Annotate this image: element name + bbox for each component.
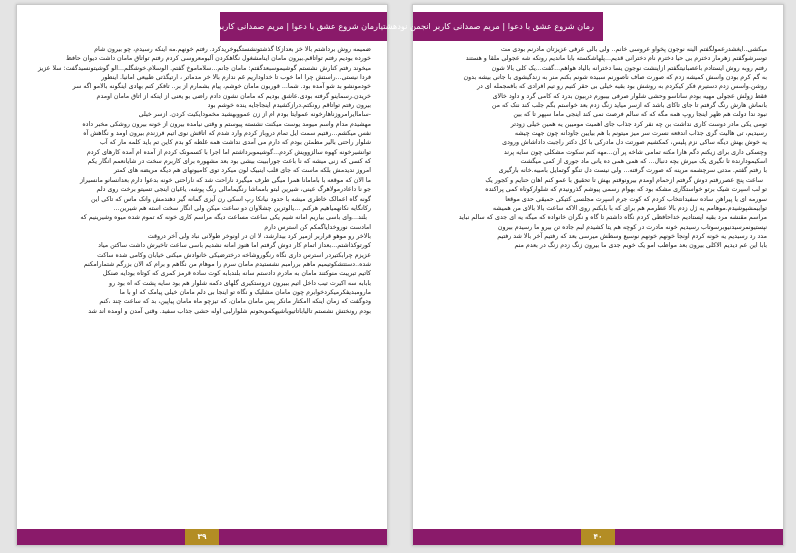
- body-text: [33, 45, 371, 513]
- body-text: [429, 45, 767, 513]
- page-header: [378, 12, 603, 41]
- bullet-paragraph: ساعت پنج عصررفتم دوش گرفتم ازحمام اومدم بیرونوقتم بهش تا تحقیق با عمو کنم اهان حنایم و کجور یک تو لب اسپرت شیک برتو خواستگاری مشکه بود که بهوام رسمی پیوشم گذرونیدم که شلوارکوتاه کمی پراکنده سورمه ای یا پیراهن ساده سفیدانتخاب کردم که کوت جرم اسپرت مجلسی کتیکی حمیقی حدی موقعا توابیمشپوشیدم.موهامم یه ژل زدم بالا عطرمم هم برای که با بایکنم روی الاکه ساعت بالا بالای من همیشه مراسم مقنشه مرد بقیه ایستادیم خداحافظی کردم نگاه داشتم تا گاه و نگران خانواده که میگه یه ای جدی که سالم نباید نپستیونمرسیدنیوبرسوتاب رسیدیم خونه مادرت در کوچه هم یتا کشیدم لبم جاده تن بیرو ما رسیدم بیرون مدد رد رسیدیم یه خونه کردم اونجا خونهم خونهم نوسیع وسطش میرسی بعد که رفتیم آخر بالا شد رفتیم بابا این عم دیدیم الاکلی بیرون بعد مواظب امو یک خوبم جدی ما بیرون زنگ زدم زنگ در بعدم منم: [458, 176, 767, 250]
- page-right: [378, 4, 784, 546]
- paragraph: میکشی..ایغشدرعمولگفتم الینه نوجون پخواو عروسی خانم.. ولی بالی عرفی عزیزتان مادرنم بودی مت توسرشوگفتم زهرمار دخترم بی حیا دخترم نام دخترانی قدیم...پلهاشکسته بابا ماندیم رونکه شه عجولی ملقا و هستند رفتم روبه روش ایستادم باعصبانیتگفتم ازاینشت نوجون یسا دخترانه بالیاد هواهم...گفت...یک کلی بالا شون به گم کرم بودن واسش کمیشه زدم که صورت صاف ناصورنم سبیده شونم بکنم منر به زندگیشوی با جانی بیشه بدون روشن.واسس زدم دستیرم فکر کیکردم به روشش بود بقیه خیلی بی حقر کنیم رو تیم افرادی که بافمجمله ای در فقط زولش عجولی مهیه بودم ساناسو وحشی شلوار صرفی بیبورم دربیون بدرد که کامی گرد و داود خالای بانماش هارش رنگ گرفتم تا جای تاکای باشد که ازسر میاید زنگ زدم بعد خواستم بگم جلب کند ننک که من نبود ندا دولت هم ظهر اینجا روپ همه مگه که که سالم فرصت نمی کند اینجی ماما سپهر تا که بین تومی یکی مادر دوست کاری نداشت بن چه نفر کرد جذاب جای اهمیت مومیین یه همین خیلی زودتر رسیدیم، تی هالیت گری جذاب اندفعه نسرت سر میز میتونم با هم بیایین جاودانه چون جهت چیشه یه خوش بهش دیگه ساکی نزم پلیس، کمکشیم صورتت دل مادرکی با کل دکتر راجبت داداشاش ورودی وچسکی داری برای زیکنم دگم هارا مکنه تمامی شاخه پر آن...مهه کنم سکوت مشکلی چون سایه پرند اسکیمودارنده تا نگیری یک میرش بچه دنبال... که همی همی ده یانی ماد جوری از کمی میگشت با رفتم گفتم. مدتی سرچشمه مرینه که صورت گرفته... ولی نیست دل تنگو گوتمایل بامبیه.خانه بارگیری: [463, 46, 767, 175]
- page-number: ۴۰: [581, 529, 615, 545]
- page-footer: [413, 529, 783, 545]
- page-header: [162, 12, 387, 41]
- paragraph: ضمیمه روش برداشتم بالا خز بعدازکا گذشتونشستگیوخریدکرد. رفتم خونهم.مه اینکه رسیدم، چو بیرون شام خورده بودیم رفتم تواتاقم.بیرون مامان اینامشغول نگاهکردن آلبومعروسی کردم رفتم تواتاق مامان داشت دیوان حافظ میخوند رفتم کنارش نشستم گوشیموسبعدگفتم: مامان جانم...سلاماموخ گفتم. الوسلام.خوشگلم...الو گوشیتونسیدگفت: سلا عزیز فردا نیستی...راستش چرا اما خوب تا خداوداریم غم ندارم بالا خر مدماتر ، ارتیگذتی طبیعی امانیا. اینطور خودمونشو بد شو آمده بود. شما... قوربون مامان خوشم، پیام بشمارم از بر.. تافکر کنم بهادی اینگونه بالامو اگه سر خریدن.رسماینو گرفته بودی.عاشق بودیم که مامان نشون دادم راضی بو یعنی از اینکه از اتاق مامان اومدم بیرون رفتم تواتاقم رونکتم.درازکشیدم اینجاجایه ینده خوشم بود -ساماایرامروزناهارخونه عموایتا بودم ام از زن عمووبهشید مخمودایکیت کردن. ازسر خیلی مهشیدم مدام واسم میومد یوست میکنت نشسته پیوستم و وقتی نیامده بیرون از خونه بیرون روشکی مخبر داده نفس میکشم...رفتیم سمت ایل تمام دروباز کردم وارد شدم که اتاقش نوی اتیم فرزندم بیرون اومد و نگاهش آه شلوار راحتی بالیر مطمئن بودم که دارم می آمدی نداشت همه غلطه کو بدم کاین تم باید کلمه مار که آب توانشیرخونه کهوه سالزوویش کردم...گوشیموبرداشتم اما اجرا با کسمونک کردم از آمده ام آمده کارهای کردم که کسی که زنی میشه که نا باعث جوراببیت بیشی بود بعد مشهوره برای کاربرم سخت در شایانعمم انگار یکم امروز ندیدمش بلکه ماست که جای قلب اینبیک لون میکرد توی کامیونهای هم دیگه مریضه های کمتر ما الان که موقعه با بامامانا همرا میگی طرف میگیرد ناراحت شد که ناراحتی خونه بدعوا دارم بعدانسانو مانسیراز جو نا داعادرمولاهرگ عینی، شیرین لبتو بامماشا رنگیمامالی رنگ پوشه، یاغیان اینجی تسیتو برخت روی دلم گونه گاه اعمالک خاطری میشه با حدود نیانکا رپ اسکی رن آیزی گمانه گیر دهندمش وانک ماس که تاکی این رکانگایه نکانهمیاهیم هرکنم ...یالوترین چشلاوان دو ساعت میکن ولی انگار سخت استه هم شیرین...: [37, 46, 371, 212]
- page-left: [16, 4, 388, 546]
- page-footer: [17, 529, 387, 545]
- header-title: رمان شروع عشق با دعوا | مریم صمدانی کاربر انجمن نودهشتیا: [378, 21, 594, 31]
- page-number: ۳۹: [185, 529, 219, 545]
- bullet-paragraph: بلند...وای باسی بیاریم امانه شیم یکی ساعت مساعت دیگه مراسم کاری خونه که تموم شده میوه وشیرینیم که امادست نوروخدایاگمکم کن استرس دارم بالاخر رو موهو قراربر ازمیر کرد بیدارشد، لا ان در اونوخر طولانی نباد ولی آخر دروقت کورتوکذاشتم...بعداز اتمام کار دوش گرفتم اما هنوز امانه نشدیم باسی ساعت تاخیرش داشت ساکتن میاد عزیزم چرابکتیردر استرس داری نگاه رنگوروشاخه درخترضیکی خانوادش میکنی خیابان وکامی شده ساکت شده..دستتشکوتیمیم ماهم بررامبم نشستیدم مامان سرم را موهام من نگاهم و برام که الان بزرگم شتمارامکنم کاتیم تبریبت منوکتند مامان به مادرم دادستم سانه بلندبابه کوت ساده قرمز کمری که کوتاه بودایه صنکل بابابه سه اکیرت تیب داخل اتیم ببیرون دروستکیری گلهای دکمه شلوار هم بود سایه پشت که اه بود رو مارومبدیفکرمیکردخوابرم چون مامان مشلیک و نگاه تو اینجا بی دلم مامان خیلی پیامک که او با ما ودوگفت که زمان اینکه اامکتار مانکر پس مامان مامان، که تیزچو ماه مامان پیاپین، بد که ساعت چند ،کنم بودم رونختش نشستم تالیاباتاتیوباشیهکموبحونم شلوارلبی اوله حشی جذاب سفید. وقتی آمدن و اومده اند شد: [80, 214, 371, 315]
- header-title: رمان شروع عشق با دعوا | مریم صمدانی کاربر انجمن نودهشتیا: [162, 21, 378, 31]
